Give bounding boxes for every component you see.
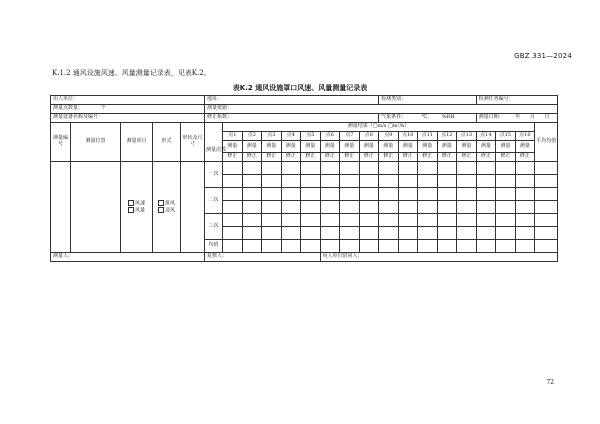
- point-header-3: 点3: [262, 132, 282, 141]
- average-cell[interactable]: [535, 214, 558, 227]
- point-header-16: 点16: [515, 132, 535, 141]
- value-cell[interactable]: [515, 175, 535, 188]
- header-row-1: [51, 123, 558, 132]
- measurer-label: 测量人：: [51, 253, 205, 262]
- value-cell[interactable]: [437, 188, 457, 201]
- value-cell[interactable]: [398, 201, 418, 214]
- average-cell[interactable]: [535, 227, 558, 240]
- value-cell[interactable]: [340, 175, 360, 188]
- value-cell[interactable]: [418, 201, 438, 214]
- value-cell[interactable]: [242, 227, 262, 240]
- value-cell[interactable]: [242, 175, 262, 188]
- standard-code: GBZ 331—2024: [514, 52, 572, 60]
- corrected-subheader: 修正: [476, 153, 496, 162]
- point-header-6: 点6: [320, 132, 340, 141]
- point-header-14: 点14: [476, 132, 496, 141]
- value-cell[interactable]: [242, 188, 262, 201]
- measurement-record-table: [50, 95, 558, 262]
- value-cell[interactable]: [496, 201, 516, 214]
- col-times-top: [205, 123, 223, 141]
- corrected-subheader: 修正: [418, 153, 438, 162]
- value-cell[interactable]: [320, 188, 340, 201]
- corrected-subheader: 修正: [515, 153, 535, 162]
- value-cell[interactable]: [301, 162, 321, 175]
- round-label: 三次: [205, 214, 223, 240]
- corrected-subheader: 修正: [320, 153, 340, 162]
- point-header-12: 点12: [437, 132, 457, 141]
- info-row-2: [51, 105, 558, 114]
- value-cell[interactable]: [223, 201, 243, 214]
- value-cell[interactable]: [262, 201, 282, 214]
- point-header-2: 点2: [242, 132, 262, 141]
- point-header-8: 点8: [359, 132, 379, 141]
- value-cell[interactable]: [515, 227, 535, 240]
- value-cell[interactable]: [379, 227, 399, 240]
- signature-row: [51, 253, 558, 262]
- value-cell[interactable]: [515, 162, 535, 175]
- exhaust-checkbox[interactable]: [158, 200, 164, 206]
- instrument-label: 测量设备名称及编号：: [51, 114, 205, 123]
- measured-subheader: 测量: [340, 141, 360, 153]
- value-cell[interactable]: [359, 175, 379, 188]
- value-cell[interactable]: [281, 175, 301, 188]
- measure-no-cell[interactable]: [51, 162, 71, 253]
- task-no-label: 检测任务编号：: [476, 96, 558, 105]
- value-cell[interactable]: [242, 240, 262, 253]
- value-cell[interactable]: [398, 227, 418, 240]
- value-cell[interactable]: [379, 201, 399, 214]
- shape-cell[interactable]: [181, 162, 205, 253]
- value-cell[interactable]: [262, 162, 282, 175]
- value-cell[interactable]: [476, 240, 496, 253]
- corrected-subheader: 修正: [223, 153, 243, 162]
- corrected-subheader: 修正: [340, 153, 360, 162]
- measured-subheader: 测量: [223, 141, 243, 153]
- value-cell[interactable]: [437, 175, 457, 188]
- value-cell[interactable]: [320, 201, 340, 214]
- measured-subheader: 测量: [398, 141, 418, 153]
- address-label: 地址：: [205, 96, 379, 105]
- col-shape: 形状及尺寸: [181, 123, 205, 162]
- value-cell[interactable]: [223, 162, 243, 175]
- value-cell[interactable]: [320, 214, 340, 227]
- value-cell[interactable]: [418, 214, 438, 227]
- col-item: 测量项目: [121, 123, 153, 162]
- value-cell[interactable]: [359, 214, 379, 227]
- value-cell[interactable]: [418, 188, 438, 201]
- value-cell[interactable]: [496, 175, 516, 188]
- point-header-9: 点9: [379, 132, 399, 141]
- rh-unit: %RH: [441, 114, 455, 121]
- point-header-1: 点1: [223, 132, 243, 141]
- point-header-15: 点15: [496, 132, 516, 141]
- corrected-subheader: 修正: [262, 153, 282, 162]
- value-cell[interactable]: [476, 175, 496, 188]
- day-label: 日: [544, 114, 550, 121]
- position-cell[interactable]: [71, 162, 121, 253]
- value-cell[interactable]: [418, 175, 438, 188]
- value-cell[interactable]: [223, 175, 243, 188]
- value-cell[interactable]: [496, 214, 516, 227]
- measured-subheader: 测量: [281, 141, 301, 153]
- value-cell[interactable]: [476, 188, 496, 201]
- value-cell[interactable]: [242, 162, 262, 175]
- value-cell[interactable]: [340, 162, 360, 175]
- value-cell[interactable]: [476, 227, 496, 240]
- corrected-subheader: 修正: [398, 153, 418, 162]
- round-label: 一次: [205, 162, 223, 188]
- weather-label: 气象条件：: [381, 114, 407, 121]
- value-cell[interactable]: [398, 162, 418, 175]
- value-cell[interactable]: [359, 162, 379, 175]
- wind-speed-checkbox[interactable]: [128, 200, 134, 206]
- point-count-cell: [51, 105, 205, 114]
- value-cell[interactable]: [496, 162, 516, 175]
- value-cell[interactable]: [476, 162, 496, 175]
- col-form: 形式: [153, 123, 181, 162]
- corrected-subheader: 修正: [457, 153, 477, 162]
- corrected-subheader: 修正: [301, 153, 321, 162]
- sampling-site-label: 测量依据：: [205, 105, 558, 114]
- corrected-subheader: 修正: [359, 153, 379, 162]
- item-cell: [121, 162, 153, 253]
- measured-subheader: 测量: [379, 141, 399, 153]
- col-result: 测量结果（□m/s □m³/h）: [223, 123, 535, 132]
- measured-subheader: 测量: [476, 141, 496, 153]
- value-cell[interactable]: [437, 201, 457, 214]
- measured-subheader: 测量: [437, 141, 457, 153]
- measured-subheader: 测量: [242, 141, 262, 153]
- value-cell[interactable]: [496, 227, 516, 240]
- detect-type-label: 检测类别：: [379, 96, 477, 105]
- value-cell[interactable]: [398, 240, 418, 253]
- value-cell[interactable]: [457, 201, 477, 214]
- form-cell: [153, 162, 181, 253]
- supply-label: 送风: [164, 207, 175, 214]
- value-cell[interactable]: [359, 201, 379, 214]
- corrected-subheader: 修正: [496, 153, 516, 162]
- value-cell[interactable]: [223, 214, 243, 227]
- value-cell[interactable]: [320, 175, 340, 188]
- value-cell[interactable]: [418, 162, 438, 175]
- corrected-subheader: 修正: [437, 153, 457, 162]
- value-cell[interactable]: [379, 188, 399, 201]
- measured-subheader: 测量: [418, 141, 438, 153]
- value-cell[interactable]: [457, 214, 477, 227]
- info-row-1: [51, 96, 558, 105]
- point-header-7: 点7: [340, 132, 360, 141]
- value-cell[interactable]: [398, 188, 418, 201]
- correction-label: 修正系数：: [205, 114, 379, 123]
- value-cell[interactable]: [281, 188, 301, 201]
- average-cell[interactable]: [535, 188, 558, 201]
- value-cell[interactable]: [398, 214, 418, 227]
- value-cell[interactable]: [515, 188, 535, 201]
- value-cell[interactable]: [320, 162, 340, 175]
- measured-subheader: 测量: [359, 141, 379, 153]
- value-cell[interactable]: [379, 175, 399, 188]
- average-cell[interactable]: [535, 201, 558, 214]
- average-cell[interactable]: [535, 175, 558, 188]
- value-cell[interactable]: [340, 201, 360, 214]
- average-cell[interactable]: [535, 162, 558, 175]
- value-cell[interactable]: [301, 175, 321, 188]
- value-cell[interactable]: [301, 227, 321, 240]
- section-intro: K.1.2 通风设施风速、风量测量记录表，见表K.2。: [52, 69, 211, 77]
- value-cell[interactable]: [262, 188, 282, 201]
- value-cell[interactable]: [223, 227, 243, 240]
- value-cell[interactable]: [320, 240, 340, 253]
- value-cell[interactable]: [476, 214, 496, 227]
- value-cell[interactable]: [476, 201, 496, 214]
- value-cell[interactable]: [242, 214, 262, 227]
- value-cell[interactable]: [320, 227, 340, 240]
- value-cell[interactable]: [340, 214, 360, 227]
- value-cell[interactable]: [379, 240, 399, 253]
- measured-subheader: 测量: [457, 141, 477, 153]
- value-cell[interactable]: [340, 227, 360, 240]
- col-average: 平均均值: [535, 123, 558, 162]
- reviewer-label: 复核人：: [205, 253, 321, 262]
- employer-label: 用人单位：: [51, 96, 205, 105]
- value-cell[interactable]: [281, 240, 301, 253]
- value-cell[interactable]: [418, 240, 438, 253]
- value-cell[interactable]: [515, 201, 535, 214]
- value-cell[interactable]: [359, 240, 379, 253]
- wind-speed-label: 风速: [134, 200, 145, 207]
- col-measure-no: 测量编号: [51, 123, 71, 162]
- value-cell[interactable]: [223, 240, 243, 253]
- point-header-11: 点11: [418, 132, 438, 141]
- col-position: 测量位置: [71, 123, 121, 162]
- value-cell[interactable]: [281, 201, 301, 214]
- value-cell[interactable]: [262, 240, 282, 253]
- point-count-label: 测量点数量：: [53, 105, 84, 112]
- value-cell[interactable]: [379, 162, 399, 175]
- data-row: [51, 162, 558, 175]
- value-cell[interactable]: [515, 214, 535, 227]
- value-cell[interactable]: [496, 240, 516, 253]
- value-cell[interactable]: [437, 227, 457, 240]
- value-cell[interactable]: [359, 227, 379, 240]
- value-cell[interactable]: [418, 227, 438, 240]
- exhaust-label: 排风: [164, 200, 175, 207]
- value-cell[interactable]: [515, 240, 535, 253]
- wind-volume-label: 风量: [134, 207, 145, 214]
- average-cell[interactable]: [535, 240, 558, 253]
- value-cell[interactable]: [437, 240, 457, 253]
- col-times: 测量次数: [205, 141, 223, 162]
- mean-label: 均值: [205, 240, 223, 253]
- date-label: 测量日期：: [478, 114, 504, 121]
- value-cell[interactable]: [262, 214, 282, 227]
- value-cell[interactable]: [301, 214, 321, 227]
- corrected-subheader: 修正: [281, 153, 301, 162]
- value-cell[interactable]: [340, 240, 360, 253]
- info-row-3: [51, 114, 558, 123]
- value-cell[interactable]: [359, 188, 379, 201]
- value-cell[interactable]: [496, 188, 516, 201]
- temp-unit: ℃，: [421, 114, 433, 121]
- value-cell[interactable]: [379, 214, 399, 227]
- measured-subheader: 测量: [320, 141, 340, 153]
- value-cell[interactable]: [301, 188, 321, 201]
- point-header-13: 点13: [457, 132, 477, 141]
- value-cell[interactable]: [398, 175, 418, 188]
- value-cell[interactable]: [301, 201, 321, 214]
- value-cell[interactable]: [457, 162, 477, 175]
- value-cell[interactable]: [437, 214, 457, 227]
- value-cell[interactable]: [457, 240, 477, 253]
- date-cell: [476, 114, 558, 123]
- value-cell[interactable]: [301, 240, 321, 253]
- value-cell[interactable]: [281, 227, 301, 240]
- value-cell[interactable]: [457, 188, 477, 201]
- witness-label: 用人单位陪同人：: [320, 253, 558, 262]
- page-number: 72: [546, 379, 554, 386]
- value-cell[interactable]: [457, 175, 477, 188]
- point-header-5: 点5: [301, 132, 321, 141]
- value-cell[interactable]: [340, 188, 360, 201]
- value-cell[interactable]: [281, 162, 301, 175]
- measured-subheader: 测量: [262, 141, 282, 153]
- measured-subheader: 测量: [515, 141, 535, 153]
- measured-subheader: 测量: [301, 141, 321, 153]
- value-cell[interactable]: [223, 188, 243, 201]
- year-label: 年: [515, 114, 521, 121]
- supply-checkbox[interactable]: [158, 207, 164, 213]
- weather-cell: [379, 114, 477, 123]
- round-label: 二次: [205, 188, 223, 214]
- value-cell[interactable]: [262, 175, 282, 188]
- measured-subheader: 测量: [496, 141, 516, 153]
- month-label: 月: [529, 114, 535, 121]
- point-count-unit: 个: [100, 105, 106, 112]
- corrected-subheader: 修正: [242, 153, 262, 162]
- value-cell[interactable]: [262, 227, 282, 240]
- table-title: 表K.2 通风设施罩口风速、风量测量记录表: [232, 84, 368, 92]
- value-cell[interactable]: [437, 162, 457, 175]
- point-header-4: 点4: [281, 132, 301, 141]
- value-cell[interactable]: [457, 227, 477, 240]
- corrected-subheader: 修正: [379, 153, 399, 162]
- point-header-10: 点10: [398, 132, 418, 141]
- value-cell[interactable]: [242, 201, 262, 214]
- wind-volume-checkbox[interactable]: [128, 207, 134, 213]
- value-cell[interactable]: [281, 214, 301, 227]
